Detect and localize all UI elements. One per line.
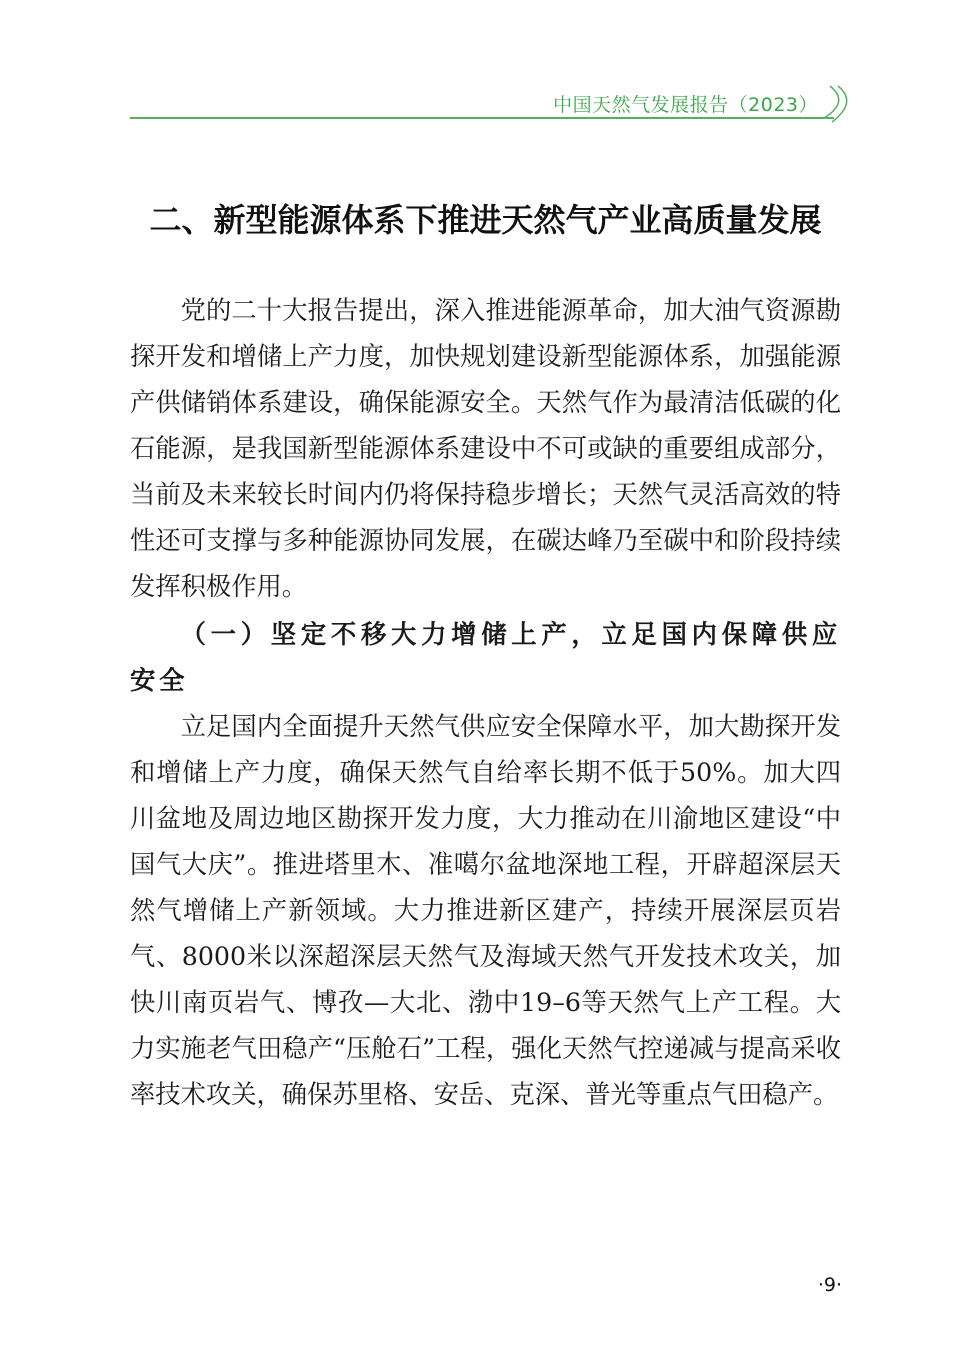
subsection-paragraph: 立足国内全面提升天然气供应安全保障水平，加大勘探开发和增储上产力度，确保天然气自给率长期不低于50%。加大四川盆地及周边地区勘探开发力度，大力推动在川渝地区建设“中国气大庆”。推进塔里木、准噶尔盆地深地工程，开辟超深层天然气增储上产新领域。大力推进新区建产，持续开展深层页岩气、8000米以深超深层天然气及海域天然气开发技术攻关，加快川南页岩气、博孜—大北、渤中19–6等天然气上产工程。大力实施老气田稳产“压舱石”工程，强化天然气控递减与提高采收率技术攻关，确保苏里格、安岳、克深、普光等重点气田稳产。 [130,712,841,1109]
intro-paragraph: 党的二十大报告提出，深入推进能源革命，加大油气资源勘探开发和增储上产力度，加快规划建设新型能源体系，加强能源产供储销体系建设，确保能源安全。天然气作为最清洁低碳的化石能源，是我国新型能源体系建设中不可或缺的重要组成部分，当前及未来较长时间内仍将保持稳步增长；天然气灵活高效的特性还可支撑与多种能源协同发展，在碳达峰乃至碳中和阶段持续发挥积极作用。 [130,296,841,601]
header-rule [130,117,834,119]
section-title: 二、新型能源体系下推进天然气产业高质量发展 [149,201,822,239]
subsection-heading: （一）坚定不移大力增储上产，立足国内保障供应安全 [130,620,841,695]
running-header [130,84,860,124]
page-number: ·9· [817,1274,842,1296]
running-header-title: 中国天然气发展报告（2023） [553,94,818,116]
subsection-block [130,612,841,1118]
header-bracket-decoration [820,84,860,124]
intro-block [130,288,841,610]
